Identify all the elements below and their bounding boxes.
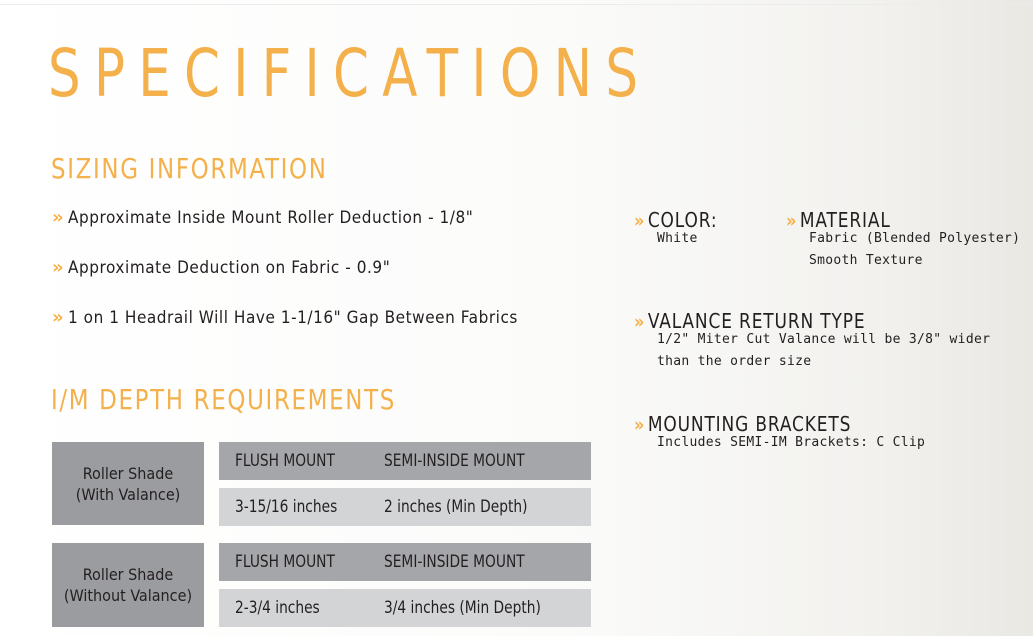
list-item: » Approximate Deduction on Fabric - 0.9" xyxy=(52,257,390,278)
table-header-row xyxy=(219,543,591,581)
chevron-right-icon: » xyxy=(634,311,642,333)
col-semi-inside-mount: SEMI-INSIDE MOUNT xyxy=(384,451,525,471)
col-flush-mount: FLUSH MOUNT xyxy=(235,451,335,471)
spec-mounting-brackets xyxy=(634,412,925,454)
spec-value: White xyxy=(657,231,698,246)
flush-mount-value: 3-15/16 inches xyxy=(235,497,338,517)
spec-value: than the order size xyxy=(657,354,812,369)
spec-value: 1/2" Miter Cut Valance will be 3/8" wider xyxy=(657,332,991,347)
chevron-right-icon: » xyxy=(52,207,60,228)
col-flush-mount: FLUSH MOUNT xyxy=(235,552,335,572)
spec-valance-return-type xyxy=(634,309,990,373)
list-item: » 1 on 1 Headrail Will Have 1-1/16" Gap Between Fabrics xyxy=(52,307,518,328)
page-title: SPECIFICATIONS xyxy=(48,35,652,112)
chevron-right-icon: » xyxy=(786,210,794,232)
semi-inside-mount-value: 3/4 inches (Min Depth) xyxy=(384,598,541,618)
table-header-row xyxy=(219,442,591,480)
table-row xyxy=(219,589,591,627)
chevron-right-icon: » xyxy=(634,414,642,436)
spec-value: Fabric (Blended Polyester) xyxy=(809,231,1021,246)
spec-material xyxy=(786,208,1020,272)
chevron-right-icon: » xyxy=(52,307,60,328)
sizing-heading: SIZING INFORMATION xyxy=(51,152,328,185)
spec-heading: VALANCE RETURN TYPE xyxy=(647,309,866,333)
chevron-right-icon: » xyxy=(634,210,642,232)
flush-mount-value: 2-3/4 inches xyxy=(235,598,320,618)
semi-inside-mount-value: 2 inches (Min Depth) xyxy=(384,497,528,517)
col-semi-inside-mount: SEMI-INSIDE MOUNT xyxy=(384,552,525,572)
spec-heading: MATERIAL xyxy=(799,208,891,232)
spec-value: Smooth Texture xyxy=(809,253,923,268)
spec-color xyxy=(634,208,732,250)
spec-heading: COLOR: xyxy=(647,208,718,232)
spec-value: Includes SEMI-IM Brackets: C Clip xyxy=(657,435,926,450)
chevron-right-icon: » xyxy=(52,257,60,278)
sizing-list xyxy=(52,207,568,357)
spec-heading: MOUNTING BRACKETS xyxy=(647,412,852,436)
list-item: » Approximate Inside Mount Roller Deduction - 1/8" xyxy=(52,207,474,228)
table-label: Roller Shade (Without Valance) xyxy=(52,543,204,627)
table-label: Roller Shade (With Valance) xyxy=(52,442,204,525)
table-row xyxy=(219,488,591,526)
depth-heading: I/M DEPTH REQUIREMENTS xyxy=(51,383,396,416)
top-divider xyxy=(0,4,1033,5)
